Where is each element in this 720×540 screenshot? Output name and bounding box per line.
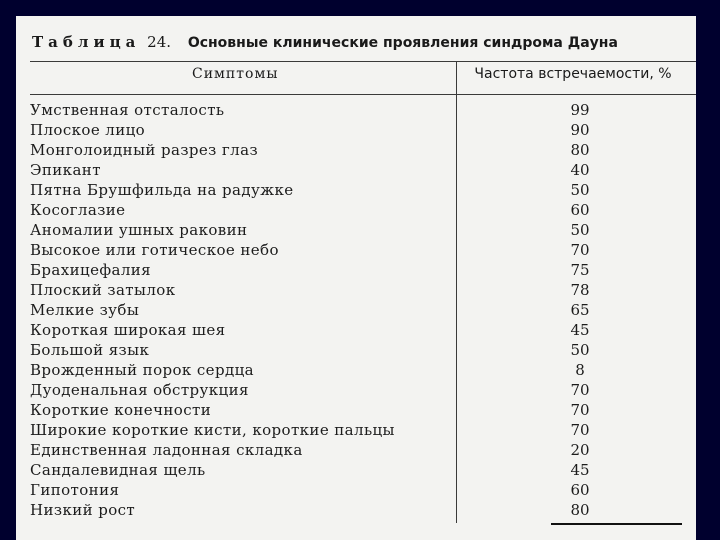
- table-row: [30, 160, 690, 180]
- symptom-cell: Мелкие зубы: [30, 301, 140, 319]
- frequency-cell: 70: [570, 401, 590, 419]
- table-row: [30, 340, 690, 360]
- frequency-cell: 50: [570, 221, 590, 239]
- table-body: [30, 100, 690, 520]
- symptom-cell: Плоский затылок: [30, 281, 176, 299]
- table-row: [30, 380, 690, 400]
- header-rule: [30, 94, 696, 95]
- document-page: [16, 16, 696, 540]
- frequency-cell: 70: [570, 421, 590, 439]
- symptom-cell: Брахицефалия: [30, 261, 152, 279]
- table-row: [30, 460, 690, 480]
- caption-title: Основные клинические проявления синдрома Дауна: [187, 35, 618, 51]
- table-row: [30, 400, 690, 420]
- column-header-frequency: Частота встречаемости, %: [474, 66, 672, 82]
- table-row: [30, 100, 690, 120]
- frequency-cell: 20: [570, 441, 590, 459]
- frequency-cell: 78: [570, 281, 590, 299]
- table-row: [30, 200, 690, 220]
- symptom-cell: Плоское лицо: [30, 121, 146, 139]
- frequency-cell: 8: [575, 361, 585, 379]
- frequency-cell: 70: [570, 381, 590, 399]
- symptom-cell: Короткая широкая шея: [30, 321, 226, 339]
- table-row: [30, 240, 690, 260]
- symptom-cell: Эпикант: [30, 161, 101, 179]
- table-row: [30, 120, 690, 140]
- caption-word: Таблица: [32, 33, 141, 51]
- frequency-cell: 75: [570, 261, 590, 279]
- table-row: [30, 140, 690, 160]
- symptom-cell: Косоглазие: [30, 201, 126, 219]
- frequency-cell: 50: [570, 181, 590, 199]
- symptom-cell: Сандалевидная щель: [30, 461, 206, 479]
- symptom-cell: Высокое или готическое небо: [30, 241, 279, 259]
- symptom-cell: Дуоденальная обструкция: [30, 381, 249, 399]
- symptom-cell: Аномалии ушных раковин: [30, 221, 248, 239]
- symptom-cell: Единственная ладонная складка: [30, 441, 303, 459]
- symptom-cell: Большой язык: [30, 341, 150, 359]
- table-row: [30, 260, 690, 280]
- symptom-cell: Монголоидный разрез глаз: [30, 141, 259, 159]
- table-top-rule: [30, 61, 696, 62]
- column-header-symptoms: Симптомы: [192, 66, 279, 82]
- frequency-cell: 70: [570, 241, 590, 259]
- table-row: [30, 320, 690, 340]
- symptom-cell: Пятна Брушфильда на радужке: [30, 181, 294, 199]
- frequency-cell: 60: [570, 201, 590, 219]
- symptom-cell: Умственная отсталость: [30, 101, 225, 119]
- frequency-cell: 90: [570, 121, 590, 139]
- frequency-cell: 50: [570, 341, 590, 359]
- frequency-cell: 45: [570, 321, 590, 339]
- table-row: [30, 360, 690, 380]
- table-row: [30, 480, 690, 500]
- table-bottom-rule: [551, 523, 682, 525]
- frequency-cell: 99: [570, 101, 590, 119]
- caption-number: 24.: [147, 33, 172, 51]
- symptom-cell: Врожденный порок сердца: [30, 361, 254, 379]
- frequency-cell: 80: [570, 141, 590, 159]
- table-row: [30, 220, 690, 240]
- frequency-cell: 45: [570, 461, 590, 479]
- table-caption: [32, 33, 692, 51]
- table-row: [30, 280, 690, 300]
- frequency-cell: 60: [570, 481, 590, 499]
- frequency-cell: 40: [570, 161, 590, 179]
- table-row: [30, 420, 690, 440]
- symptom-cell: Короткие конечности: [30, 401, 212, 419]
- table-row: [30, 300, 690, 320]
- symptom-cell: Широкие короткие кисти, короткие пальцы: [30, 421, 395, 439]
- table-row: [30, 440, 690, 460]
- symptom-cell: Низкий рост: [30, 501, 136, 519]
- frequency-cell: 65: [570, 301, 590, 319]
- frequency-cell: 80: [570, 501, 590, 519]
- table-row: [30, 500, 690, 520]
- symptom-cell: Гипотония: [30, 481, 120, 499]
- table-row: [30, 180, 690, 200]
